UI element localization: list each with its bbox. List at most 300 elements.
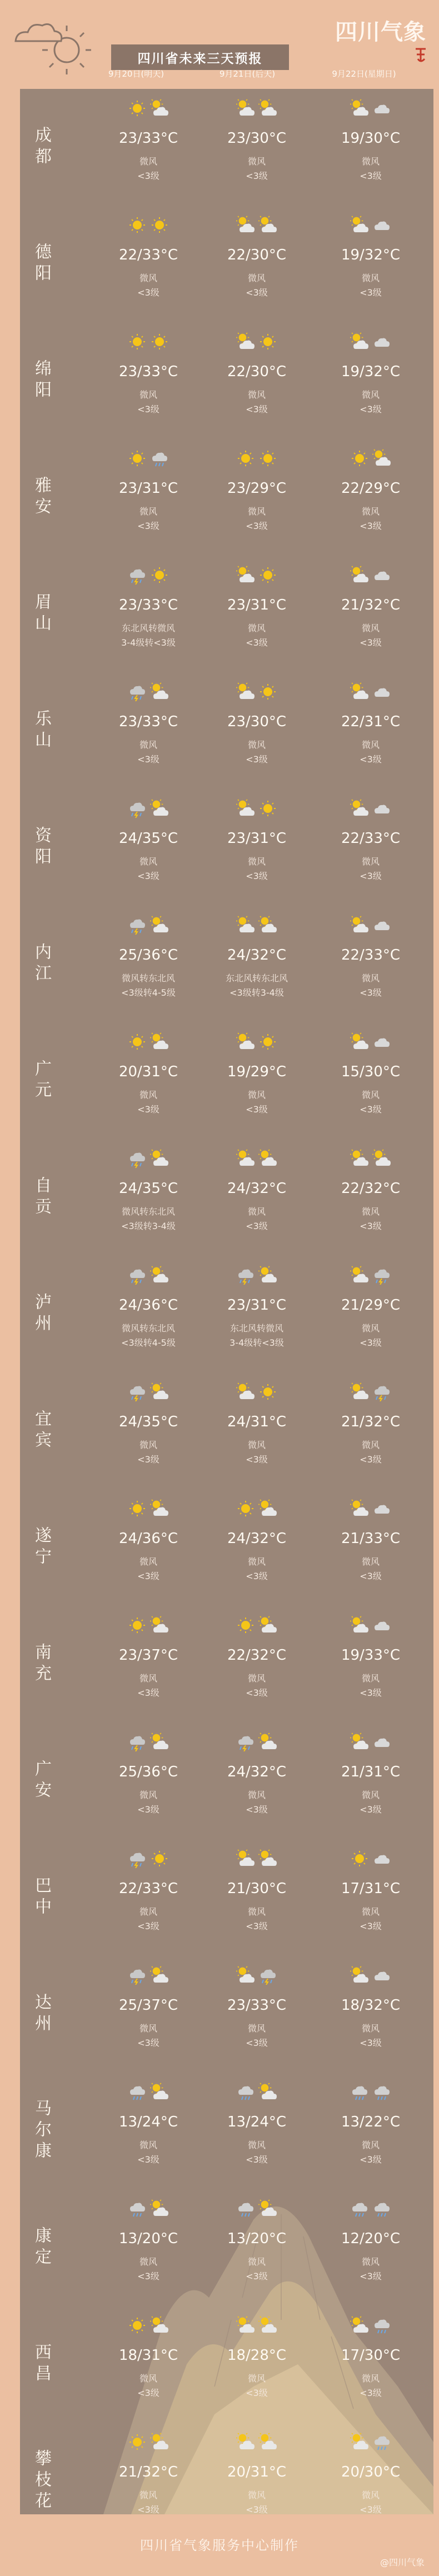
sun-cloud-icon — [150, 1733, 169, 1751]
temperature-range: 12/20°C — [341, 2230, 401, 2247]
wind-info — [201, 2255, 312, 2284]
rain-icon — [128, 2083, 147, 2101]
cloud-icon — [372, 216, 391, 234]
rain-icon — [150, 449, 169, 468]
wind-info — [93, 2138, 204, 2167]
day-forecast — [201, 1266, 312, 1350]
wind-direction: 微风 — [139, 856, 157, 867]
day-forecast — [315, 99, 426, 183]
wind-info — [93, 271, 204, 300]
weather-icons — [315, 2083, 426, 2103]
wind-direction: 微风 — [361, 390, 380, 400]
sun-cloud-icon — [372, 449, 391, 468]
wind-level: <3级 — [360, 1221, 382, 1231]
wind-direction: 微风 — [139, 1673, 157, 1684]
wind-info — [315, 505, 426, 533]
weather-icons — [93, 332, 204, 352]
city-name: 攀枝花 — [32, 2449, 51, 2513]
wind-info — [93, 1438, 204, 1467]
day-forecast — [201, 566, 312, 650]
weather-icons — [315, 449, 426, 469]
sun-icon — [128, 2433, 147, 2452]
sun-cloud-icon — [350, 2433, 369, 2452]
cloud-icon — [372, 1499, 391, 1518]
sun-icon — [128, 1616, 147, 1635]
temperature-range: 13/24°C — [118, 2114, 178, 2130]
sun-cloud-icon — [236, 682, 255, 701]
sun-cloud-icon — [150, 1382, 169, 1401]
day-forecast — [93, 799, 204, 883]
wind-level: <3级 — [137, 2038, 159, 2048]
sun-cloud-icon — [258, 216, 277, 234]
cloud-icon — [372, 1616, 391, 1635]
wind-level: <3级 — [360, 2038, 382, 2048]
wind-info — [315, 1788, 426, 1817]
thunder-rain-icon — [236, 1733, 255, 1751]
wind-direction: 微风 — [361, 856, 380, 867]
weather-icons — [201, 2199, 312, 2219]
weather-icons — [315, 1616, 426, 1636]
wind-level: <3级转4-5级 — [121, 1337, 176, 1348]
wind-level: <3级 — [137, 754, 159, 765]
wind-direction: 微风 — [247, 856, 266, 867]
day-forecast — [315, 2433, 426, 2514]
weather-icons — [315, 916, 426, 936]
page-title: 四川省未来三天预报 — [111, 44, 289, 70]
wind-level: <3级转3-4级 — [121, 1221, 176, 1231]
day-forecast — [315, 1966, 426, 2050]
city-name: 泸州 — [32, 1293, 51, 1335]
weather-icons — [315, 1966, 426, 1986]
sun-icon — [258, 449, 277, 468]
sun-cloud-icon — [150, 2433, 169, 2452]
wind-level: <3级 — [137, 2271, 159, 2282]
weather-icons — [93, 916, 204, 936]
wind-info — [201, 2021, 312, 2050]
city-name: 达州 — [32, 1993, 51, 2035]
day-forecast — [315, 1266, 426, 1350]
temperature-range: 22/33°C — [118, 1880, 178, 1897]
city-row — [20, 2189, 433, 2306]
wind-direction: 微风 — [139, 390, 157, 400]
date-day-2: 9月21日(后天) — [219, 69, 276, 79]
day-forecast — [315, 2316, 426, 2400]
wind-info — [93, 1088, 204, 1117]
temperature-range: 21/32°C — [118, 2464, 178, 2480]
city-row — [20, 1489, 433, 1606]
wind-info — [93, 388, 204, 417]
wind-level: <3级 — [137, 2388, 159, 2398]
wind-info — [201, 1905, 312, 1934]
city-name: 乐山 — [32, 710, 51, 752]
temperature-range: 23/33°C — [118, 363, 178, 380]
day-forecast — [93, 1966, 204, 2050]
sun-cloud-icon — [150, 2083, 169, 2101]
day-forecast — [201, 1382, 312, 1467]
thunder-rain-icon — [372, 1382, 391, 1401]
day-forecast — [201, 682, 312, 767]
cloud-icon — [372, 1032, 391, 1051]
weather-icons — [93, 1266, 204, 1286]
day-forecast — [93, 1382, 204, 1467]
city-row — [20, 206, 433, 322]
wind-info — [201, 271, 312, 300]
wind-direction: 微风 — [139, 1790, 157, 1800]
temperature-range: 24/31°C — [227, 1414, 287, 1430]
temperature-range: 23/31°C — [227, 830, 287, 847]
temperature-range: 19/32°C — [341, 247, 401, 263]
wind-info — [315, 971, 426, 1000]
sun-cloud-icon — [150, 682, 169, 701]
wind-info — [93, 2488, 204, 2514]
temperature-range: 18/31°C — [118, 2347, 178, 2364]
sun-icon — [128, 2316, 147, 2335]
wind-direction: 微风 — [139, 273, 157, 283]
weather-icons — [93, 1149, 204, 1169]
weather-icons — [93, 1966, 204, 1986]
wind-direction: 微风 — [361, 273, 380, 283]
sun-cloud-icon — [236, 2316, 255, 2335]
weather-icons — [201, 1266, 312, 1286]
day-forecast — [201, 1616, 312, 1700]
wind-direction: 微风 — [247, 1440, 266, 1450]
wind-level: <3级 — [137, 287, 159, 298]
weather-icons — [315, 2316, 426, 2336]
wind-info — [201, 621, 312, 650]
date-day-1: 9月20日(明天) — [108, 69, 164, 79]
day-forecast — [93, 1849, 204, 1934]
wind-info — [315, 388, 426, 417]
wind-direction: 东北风转东北风 — [225, 973, 288, 984]
city-row — [20, 556, 433, 672]
sun-cloud-icon — [236, 799, 255, 818]
weather-icons — [201, 449, 312, 469]
wind-level: <3级 — [360, 1337, 382, 1348]
temperature-range: 24/35°C — [118, 1414, 178, 1430]
wind-direction: 微风 — [139, 2257, 157, 2267]
wind-direction: 微风 — [247, 390, 266, 400]
wind-direction: 微风 — [361, 973, 380, 984]
day-forecast — [315, 1382, 426, 1467]
wind-level: <3级 — [246, 1104, 268, 1115]
thunder-rain-icon — [128, 1733, 147, 1751]
wind-direction: 微风 — [361, 506, 380, 517]
wind-info — [93, 855, 204, 883]
temperature-range: 18/28°C — [227, 2347, 287, 2364]
cloud-icon — [372, 1966, 391, 1985]
wind-info — [201, 2138, 312, 2167]
weather-icons — [93, 1032, 204, 1052]
weather-icons — [93, 566, 204, 586]
sun-cloud-icon — [150, 916, 169, 935]
wind-level: <3级 — [360, 521, 382, 531]
wind-direction: 微风 — [361, 2023, 380, 2034]
city-name: 康定 — [32, 2226, 51, 2269]
sun-icon — [350, 449, 369, 468]
temperature-range: 22/30°C — [227, 247, 287, 263]
wind-level: <3级 — [246, 521, 268, 531]
weather-icons — [201, 916, 312, 936]
brand-logo: 四川气象 — [335, 19, 426, 45]
day-forecast — [93, 1032, 204, 1117]
wind-info — [201, 505, 312, 533]
day-forecast — [93, 2199, 204, 2284]
day-forecast — [93, 2433, 204, 2514]
sun-cloud-icon — [350, 1966, 369, 1985]
wind-info — [201, 738, 312, 767]
sun-cloud-icon — [350, 1266, 369, 1285]
temperature-range: 24/32°C — [227, 947, 287, 963]
wind-direction: 东北风转微风 — [230, 1323, 283, 1334]
wind-level: <3级 — [137, 2504, 159, 2514]
wind-level: <3级 — [246, 1804, 268, 1815]
weather-icons — [315, 1733, 426, 1753]
city-name: 巴中 — [32, 1876, 51, 1919]
weather-icons — [93, 799, 204, 819]
wind-level: <3级 — [360, 871, 382, 881]
wind-level: <3级 — [137, 871, 159, 881]
wind-info — [315, 1671, 426, 1700]
day-forecast — [93, 216, 204, 300]
city-row — [20, 1606, 433, 1723]
wind-direction: 微风 — [247, 1206, 266, 1217]
wind-direction: 微风 — [139, 740, 157, 750]
wind-info — [93, 1671, 204, 1700]
wind-direction: 微风 — [139, 2140, 157, 2150]
wind-level: <3级 — [360, 171, 382, 181]
weather-icons — [93, 216, 204, 236]
day-forecast — [93, 1266, 204, 1350]
city-name: 南充 — [32, 1643, 51, 1685]
temperature-range: 19/29°C — [227, 1064, 287, 1080]
day-forecast — [201, 2083, 312, 2167]
day-forecast — [315, 799, 426, 883]
city-row — [20, 1139, 433, 1256]
sun-icon — [258, 566, 277, 585]
weather-icons — [315, 99, 426, 119]
day-forecast — [315, 1499, 426, 1584]
wind-direction: 微风 — [247, 2490, 266, 2500]
thunder-rain-icon — [128, 566, 147, 585]
wind-info — [93, 2021, 204, 2050]
temperature-range: 23/31°C — [227, 1297, 287, 1314]
weather-icons — [201, 2433, 312, 2453]
sun-cloud-icon — [350, 682, 369, 701]
thunder-rain-icon — [128, 1849, 147, 1868]
wind-level: <3级 — [360, 637, 382, 648]
wind-level: <3级 — [137, 171, 159, 181]
footer-credit: 四川省气象服务中心制作 — [140, 2538, 299, 2553]
wind-level: <3级 — [246, 1221, 268, 1231]
wind-direction: 微风 — [247, 623, 266, 633]
temperature-range: 24/35°C — [118, 1180, 178, 1197]
wind-direction: 微风 — [361, 1440, 380, 1450]
wind-info — [93, 621, 204, 650]
wind-level: <3级 — [360, 1921, 382, 1931]
day-forecast — [315, 1733, 426, 1817]
date-row — [0, 68, 439, 84]
rain-icon — [350, 2083, 369, 2101]
wind-direction: 微风 — [361, 1206, 380, 1217]
city-row — [20, 2073, 433, 2189]
sun-cloud-icon — [150, 1499, 169, 1518]
day-forecast — [315, 566, 426, 650]
day-forecast — [201, 1849, 312, 1934]
wind-info — [201, 1321, 312, 1350]
wind-level: <3级 — [246, 1688, 268, 1698]
sun-cloud-icon — [258, 1149, 277, 1168]
wind-direction: 微风转东北风 — [121, 1206, 175, 1217]
wind-direction: 微风 — [139, 2373, 157, 2384]
temperature-range: 22/30°C — [227, 363, 287, 380]
sun-cloud-icon — [258, 916, 277, 935]
weather-icons — [201, 332, 312, 352]
wind-direction: 微风 — [361, 2490, 380, 2500]
cloud-icon — [372, 1849, 391, 1868]
wind-direction: 微风 — [247, 2140, 266, 2150]
wind-direction: 微风 — [361, 1906, 380, 1917]
sun-cloud-icon — [258, 1616, 277, 1635]
city-name: 雅安 — [32, 476, 51, 518]
sun-icon — [350, 1849, 369, 1868]
wind-info — [201, 1555, 312, 1584]
wind-direction: 微风 — [247, 506, 266, 517]
weather-icons — [201, 2316, 312, 2336]
temperature-range: 20/31°C — [118, 1064, 178, 1080]
wind-direction: 微风 — [247, 1556, 266, 1567]
temperature-range: 19/33°C — [341, 1647, 401, 1664]
day-forecast — [93, 1149, 204, 1234]
city-name: 资阳 — [32, 826, 51, 868]
city-row — [20, 1022, 433, 1139]
forecast-panel — [20, 89, 433, 2514]
weather-icons — [315, 1266, 426, 1286]
wind-level: <3级 — [360, 404, 382, 415]
sun-cloud-icon — [150, 1032, 169, 1051]
sun-cloud-icon — [258, 2199, 277, 2218]
weather-icons — [93, 2199, 204, 2219]
weather-icons — [93, 2316, 204, 2336]
weather-icons — [93, 2083, 204, 2103]
weather-icons — [315, 2199, 426, 2219]
wind-info — [93, 1905, 204, 1934]
thunder-rain-icon — [128, 1966, 147, 1985]
sun-cloud-icon — [350, 916, 369, 935]
sun-cloud-icon — [150, 2199, 169, 2218]
temperature-range: 23/37°C — [118, 1647, 178, 1664]
city-row — [20, 1723, 433, 1839]
sun-cloud-icon — [350, 216, 369, 234]
sun-cloud-icon — [258, 99, 277, 118]
city-name: 广安 — [32, 1760, 51, 1802]
temperature-range: 19/32°C — [341, 363, 401, 380]
sun-cloud-icon — [236, 1382, 255, 1401]
sun-cloud-icon — [150, 1966, 169, 1985]
city-name: 成都 — [32, 126, 51, 168]
header — [0, 0, 439, 89]
wind-direction: 微风 — [361, 740, 380, 750]
temperature-range: 22/32°C — [341, 1180, 401, 1197]
wind-direction: 微风 — [247, 1906, 266, 1917]
wind-level: <3级 — [246, 2038, 268, 2048]
sun-cloud-icon — [150, 2316, 169, 2335]
temperature-range: 21/32°C — [341, 597, 401, 613]
temperature-range: 24/36°C — [118, 1297, 178, 1314]
sun-cloud-icon — [258, 2433, 277, 2452]
day-forecast — [201, 1733, 312, 1817]
cloud-icon — [372, 332, 391, 351]
thunder-rain-icon — [258, 1966, 277, 1985]
sun-icon — [128, 332, 147, 351]
temperature-range: 21/32°C — [341, 1414, 401, 1430]
wind-level: <3级 — [360, 1804, 382, 1815]
day-forecast — [93, 2083, 204, 2167]
day-forecast — [93, 449, 204, 533]
sun-cloud-icon — [350, 1149, 369, 1168]
temperature-range: 23/31°C — [118, 480, 178, 497]
weather-icons — [315, 1149, 426, 1169]
weather-icons — [315, 216, 426, 236]
wind-direction: 微风 — [361, 156, 380, 167]
temperature-range: 23/33°C — [118, 597, 178, 613]
wind-info — [93, 1555, 204, 1584]
wind-level: <3级 — [360, 1104, 382, 1115]
wind-direction: 微风 — [247, 1090, 266, 1100]
wind-level: <3级 — [137, 1688, 159, 1698]
wind-level: <3级 — [360, 1454, 382, 1465]
wind-info — [201, 1671, 312, 1700]
wind-direction: 微风 — [247, 1790, 266, 1800]
temperature-range: 23/30°C — [227, 713, 287, 730]
temperature-range: 17/30°C — [341, 2347, 401, 2364]
wind-level: <3级 — [246, 404, 268, 415]
temperature-range: 23/31°C — [227, 597, 287, 613]
wind-level: <3级 — [360, 2271, 382, 2282]
thunder-rain-icon — [128, 1266, 147, 1285]
wind-info — [315, 154, 426, 183]
wind-direction: 微风 — [139, 1090, 157, 1100]
sun-cloud-icon — [150, 1266, 169, 1285]
rain-icon — [236, 2083, 255, 2101]
wind-level: <3级 — [360, 1571, 382, 1581]
wind-info — [93, 1788, 204, 1817]
temperature-range: 24/32°C — [227, 1764, 287, 1780]
temperature-range: 23/33°C — [118, 713, 178, 730]
day-forecast — [93, 1733, 204, 1817]
day-forecast — [315, 449, 426, 533]
wind-info — [201, 1438, 312, 1467]
sun-cloud-icon — [236, 216, 255, 234]
temperature-range: 23/30°C — [227, 130, 287, 147]
cloud-icon — [372, 799, 391, 818]
wind-info — [93, 154, 204, 183]
wind-level: <3级 — [246, 1921, 268, 1931]
weather-icons — [93, 449, 204, 469]
weather-icons — [315, 2433, 426, 2453]
sun-cloud-icon — [350, 1382, 369, 1401]
city-name: 绵阳 — [32, 360, 51, 402]
sun-cloud-icon — [258, 1266, 277, 1285]
wind-level: <3级转4-5级 — [121, 987, 176, 998]
cloud-icon — [372, 1733, 391, 1751]
wind-direction: 微风 — [247, 740, 266, 750]
weibo-watermark: @四川气象 — [380, 2557, 425, 2568]
sun-cloud-icon — [236, 2433, 255, 2452]
wind-info — [93, 505, 204, 533]
sun-cloud-icon — [350, 1032, 369, 1051]
sun-cloud-icon — [372, 1149, 391, 1168]
city-row — [20, 2306, 433, 2423]
